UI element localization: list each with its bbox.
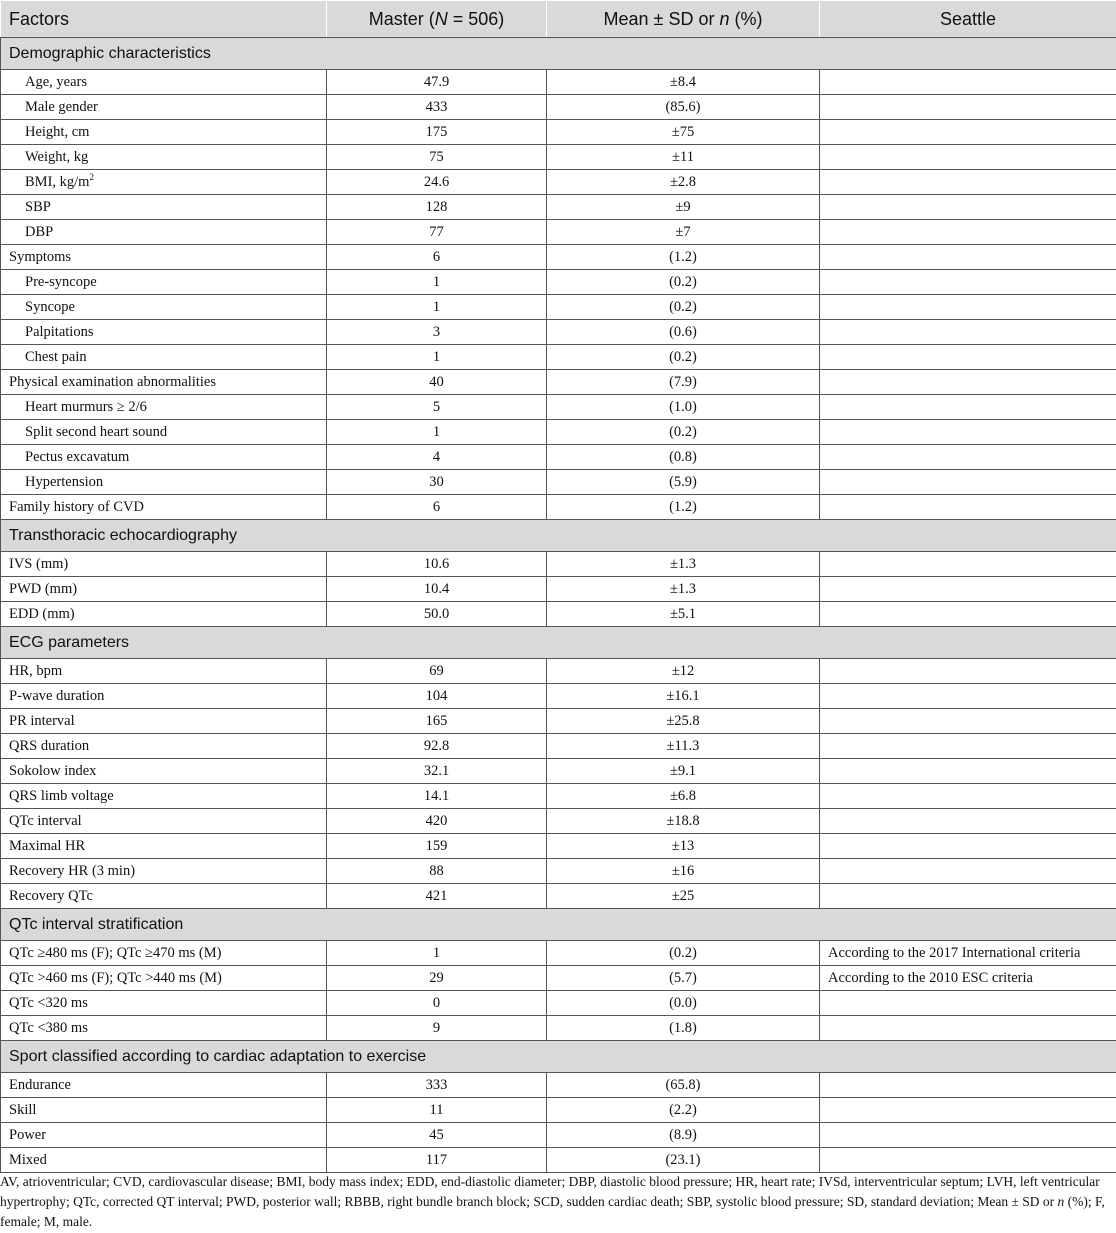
row-stat: ±2.8 [547,170,820,195]
row-note [820,577,1116,602]
row-label: Chest pain [1,345,327,370]
row-value: 1 [327,420,547,445]
row-value: 45 [327,1123,547,1148]
row-label: Age, years [1,70,327,95]
row-label: Split second heart sound [1,420,327,445]
section-title: Demographic characteristics [1,38,1116,70]
table-row [1,552,1116,577]
table-row [1,834,1116,859]
row-label: Hypertension [1,470,327,495]
table-row [1,245,1116,270]
table-row [1,495,1116,520]
table-row [1,370,1116,395]
row-stat: ±8.4 [547,70,820,95]
row-stat: (1.2) [547,245,820,270]
row-value: 24.6 [327,170,547,195]
table-row [1,734,1116,759]
row-stat: (0.2) [547,295,820,320]
row-label: Heart murmurs ≥ 2/6 [1,395,327,420]
table-row [1,445,1116,470]
row-note [820,245,1116,270]
row-note: According to the 2010 ESC criteria [820,966,1116,991]
row-note [820,734,1116,759]
table-row [1,659,1116,684]
row-note [820,120,1116,145]
row-note [820,859,1116,884]
row-value: 433 [327,95,547,120]
row-value: 104 [327,684,547,709]
row-stat: (7.9) [547,370,820,395]
table-row [1,145,1116,170]
row-label: HR, bpm [1,659,327,684]
row-label: Pectus excavatum [1,445,327,470]
section-header-row [1,520,1116,552]
row-note [820,70,1116,95]
header-factors: Factors [1,1,327,38]
row-value: 88 [327,859,547,884]
header-master: Master (N = 506) [327,1,547,38]
table-row [1,395,1116,420]
row-stat: (1.2) [547,495,820,520]
row-stat: (5.7) [547,966,820,991]
row-note [820,834,1116,859]
row-stat: (0.0) [547,991,820,1016]
header-row [1,1,1116,38]
row-note [820,709,1116,734]
row-stat: ±1.3 [547,552,820,577]
row-stat: ±11 [547,145,820,170]
row-value: 9 [327,1016,547,1041]
row-note [820,552,1116,577]
row-stat: (0.2) [547,420,820,445]
row-value: 128 [327,195,547,220]
section-title: ECG parameters [1,627,1116,659]
row-stat: (23.1) [547,1148,820,1173]
row-label: DBP [1,220,327,245]
row-value: 6 [327,245,547,270]
table-row [1,809,1116,834]
row-value: 1 [327,295,547,320]
row-note [820,220,1116,245]
table-row [1,345,1116,370]
table-footnote: AV, atrioventricular; CVD, cardiovascular disease; BMI, body mass index; EDD, end-diastolic diameter; DBP, diastolic blood pressure; HR, heart rate; IVSd, interventricular septum; LVH, left ventricular hypertrophy; QTc, corrected QT interval; PWD, posterior wall; RBBB, right bundle branch block; SCD, sudden cardiac death; SBP, systolic blood pressure; SD, standard deviation; Mean ± SD or n (%); F, female; M, male. [0,1174,1105,1229]
row-note [820,495,1116,520]
row-stat: ±5.1 [547,602,820,627]
row-label: Symptoms [1,245,327,270]
table-row [1,95,1116,120]
row-label: QTc interval [1,809,327,834]
table-row [1,470,1116,495]
row-stat: ±75 [547,120,820,145]
section-title: Sport classified according to cardiac adaptation to exercise [1,1041,1116,1073]
table-row [1,966,1116,991]
row-value: 0 [327,991,547,1016]
row-note [820,370,1116,395]
row-value: 75 [327,145,547,170]
row-label: PWD (mm) [1,577,327,602]
table-row [1,784,1116,809]
section-header-row [1,38,1116,70]
row-note [820,395,1116,420]
table-row [1,941,1116,966]
row-note [820,1016,1116,1041]
row-note [820,420,1116,445]
row-label: IVS (mm) [1,552,327,577]
row-stat: (85.6) [547,95,820,120]
row-label: EDD (mm) [1,602,327,627]
row-stat: ±6.8 [547,784,820,809]
row-stat: (65.8) [547,1073,820,1098]
row-note [820,759,1116,784]
row-note [820,195,1116,220]
table-row [1,320,1116,345]
row-value: 69 [327,659,547,684]
row-label: Palpitations [1,320,327,345]
section-header-row [1,627,1116,659]
row-note [820,884,1116,909]
table-row [1,195,1116,220]
row-note: According to the 2017 International criteria [820,941,1116,966]
row-value: 47.9 [327,70,547,95]
row-value: 50.0 [327,602,547,627]
row-label: Mixed [1,1148,327,1173]
section-title: Transthoracic echocardiography [1,520,1116,552]
row-value: 6 [327,495,547,520]
row-value: 420 [327,809,547,834]
row-stat: ±13 [547,834,820,859]
row-label: Skill [1,1098,327,1123]
table-row [1,602,1116,627]
row-note [820,659,1116,684]
row-value: 333 [327,1073,547,1098]
row-note [820,1073,1116,1098]
section-title: QTc interval stratification [1,909,1116,941]
row-value: 30 [327,470,547,495]
table-row [1,859,1116,884]
row-stat: ±25 [547,884,820,909]
row-label: SBP [1,195,327,220]
table-row [1,170,1116,195]
row-note [820,470,1116,495]
row-note [820,1148,1116,1173]
row-value: 1 [327,941,547,966]
table-row [1,420,1116,445]
table-row [1,1098,1116,1123]
row-label: Power [1,1123,327,1148]
table-row [1,684,1116,709]
row-value: 32.1 [327,759,547,784]
row-label: Recovery QTc [1,884,327,909]
row-note [820,345,1116,370]
row-note [820,809,1116,834]
table-row [1,884,1116,909]
table-row [1,270,1116,295]
row-note [820,95,1116,120]
row-note [820,295,1116,320]
row-label: BMI, $kg/m^2$ [1,170,327,195]
row-stat: (1.0) [547,395,820,420]
row-stat: (0.2) [547,941,820,966]
row-label: QTc <380 ms [1,1016,327,1041]
row-label: QTc >460 ms (F); QTc >440 ms (M) [1,966,327,991]
row-value: 92.8 [327,734,547,759]
row-stat: (1.8) [547,1016,820,1041]
row-value: 77 [327,220,547,245]
row-label: Height, cm [1,120,327,145]
row-value: 10.6 [327,552,547,577]
table-row [1,70,1116,95]
row-value: 175 [327,120,547,145]
row-note [820,991,1116,1016]
row-value: 1 [327,345,547,370]
row-stat: (2.2) [547,1098,820,1123]
row-stat: (0.8) [547,445,820,470]
row-stat: ±12 [547,659,820,684]
row-value: 165 [327,709,547,734]
row-value: 14.1 [327,784,547,809]
row-stat: (5.9) [547,470,820,495]
row-stat: ±18.8 [547,809,820,834]
table-row [1,120,1116,145]
row-stat: ±11.3 [547,734,820,759]
section-header-row [1,909,1116,941]
table-row [1,709,1116,734]
row-label: P-wave duration [1,684,327,709]
row-label: Syncope [1,295,327,320]
row-label: QRS duration [1,734,327,759]
row-note [820,170,1116,195]
row-stat: ±9 [547,195,820,220]
row-label: Physical examination abnormalities [1,370,327,395]
row-value: 10.4 [327,577,547,602]
row-label: Recovery HR (3 min) [1,859,327,884]
table-row [1,220,1116,245]
table-row [1,1073,1116,1098]
row-value: 11 [327,1098,547,1123]
row-label: QTc ≥480 ms (F); QTc ≥470 ms (M) [1,941,327,966]
row-note [820,1098,1116,1123]
row-stat: ±16 [547,859,820,884]
row-stat: ±7 [547,220,820,245]
row-note [820,784,1116,809]
row-value: 5 [327,395,547,420]
row-value: 29 [327,966,547,991]
row-stat: (0.2) [547,345,820,370]
table-row [1,577,1116,602]
row-stat: (0.2) [547,270,820,295]
row-label: QRS limb voltage [1,784,327,809]
table-row [1,1016,1116,1041]
table-row [1,1148,1116,1173]
row-label: Male gender [1,95,327,120]
row-note [820,684,1116,709]
table-row [1,991,1116,1016]
row-label: Weight, kg [1,145,327,170]
row-note [820,445,1116,470]
header-mean-sd: Mean ± SD or n (%) [547,1,820,38]
table-row [1,759,1116,784]
row-value: 421 [327,884,547,909]
section-header-row [1,1041,1116,1073]
row-value: 117 [327,1148,547,1173]
row-stat: ±9.1 [547,759,820,784]
row-label: QTc <320 ms [1,991,327,1016]
row-note [820,320,1116,345]
row-label: Sokolow index [1,759,327,784]
row-note [820,1123,1116,1148]
row-stat: ±16.1 [547,684,820,709]
row-value: 4 [327,445,547,470]
row-stat: ±1.3 [547,577,820,602]
row-label: PR interval [1,709,327,734]
row-stat: (8.9) [547,1123,820,1148]
row-note [820,270,1116,295]
row-label: Pre-syncope [1,270,327,295]
row-label: Endurance [1,1073,327,1098]
row-stat: (0.6) [547,320,820,345]
row-value: 3 [327,320,547,345]
table-body [1,38,1116,1173]
row-note [820,145,1116,170]
row-value: 159 [327,834,547,859]
row-stat: ±25.8 [547,709,820,734]
row-label: Family history of CVD [1,495,327,520]
table-row [1,295,1116,320]
row-value: 40 [327,370,547,395]
row-value: 1 [327,270,547,295]
row-label: Maximal HR [1,834,327,859]
header-seattle: Seattle [820,1,1116,38]
table-row [1,1123,1116,1148]
row-note [820,602,1116,627]
